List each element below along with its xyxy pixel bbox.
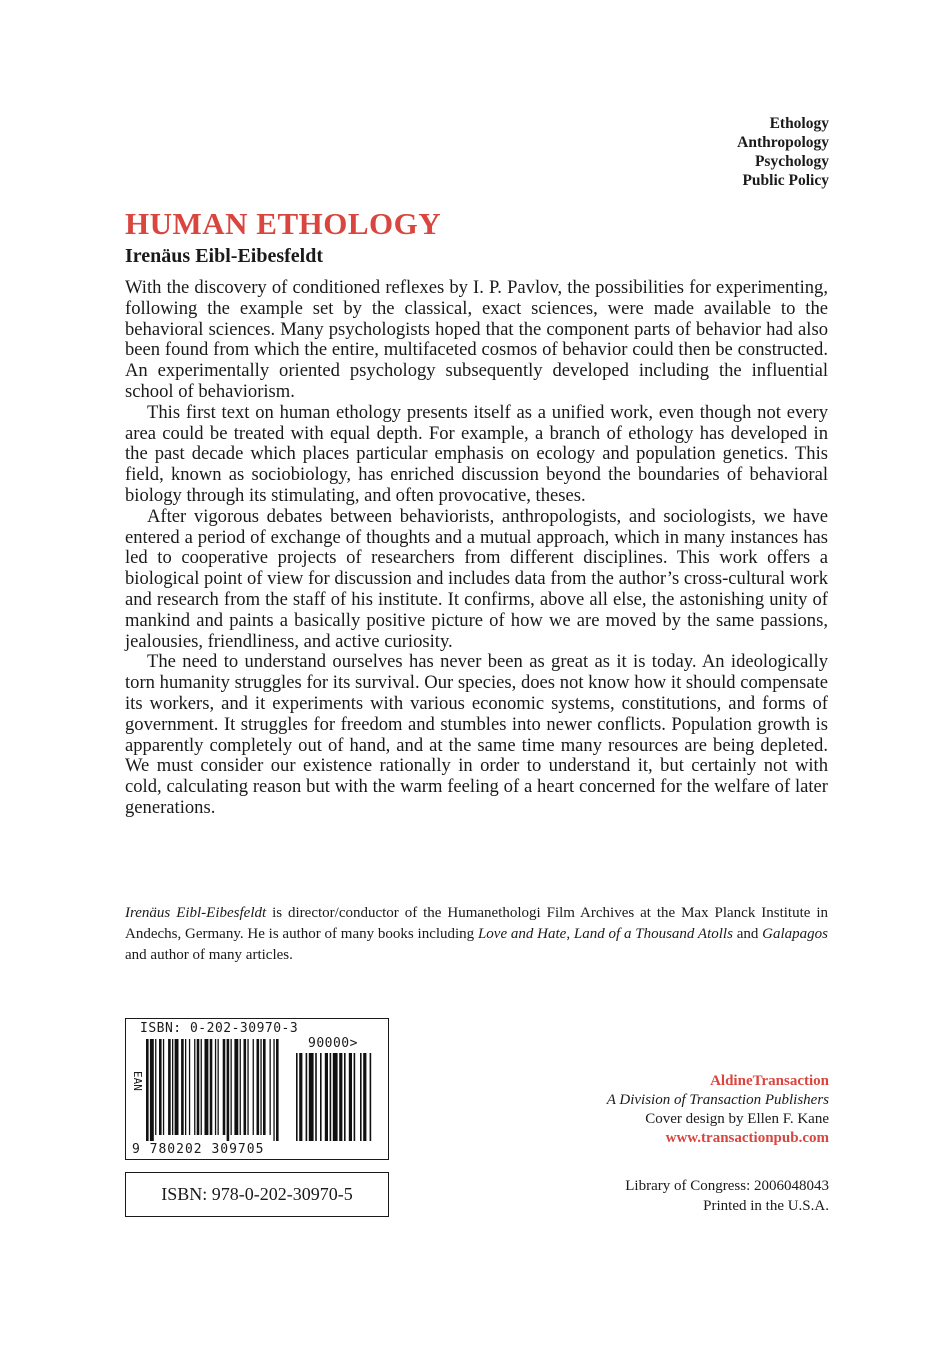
library-info [625,1176,829,1216]
barcode-bar [257,1039,260,1135]
barcode-bar [253,1039,254,1135]
bio-text: is director/conductor of the Humanethologi Film Archives at the Max Planck Institute in Andechs, Germany. He is author of many books including [125,905,828,942]
barcode-addon-bar [363,1053,366,1141]
barcode-bar [172,1039,173,1135]
barcode-bar [159,1039,162,1135]
isbn-label: ISBN: 978-0-202-30970-5 [161,1184,353,1204]
barcode-bar [240,1039,241,1135]
barcode-addon-bar [360,1053,362,1141]
library-of-congress: Library of Congress: 2006048043 [625,1178,829,1194]
barcode-bar [150,1039,154,1141]
barcode-addon-bar [333,1053,338,1141]
category-label: Ethology [769,115,829,132]
author-bio [125,903,828,966]
barcode-bar [189,1039,190,1135]
description [125,278,828,819]
barcode-addon-bar [354,1053,356,1141]
barcode-addon-bar [299,1053,302,1141]
bio-book-title: Land of a Thousand Atolls [573,926,733,942]
barcode-isbn-label: ISBN: 0-202-30970-3 [140,1021,299,1036]
barcode-addon-bar [344,1053,346,1141]
barcode-addon-bar [306,1053,308,1141]
barcode-bars [146,1039,386,1143]
barcode-addon-bar [330,1053,332,1141]
barcode-addon-bar [296,1053,298,1141]
book-title: HUMAN ETHOLOGY [125,206,442,241]
barcode-addon-digits: 90000> [308,1036,358,1051]
barcode-bar [270,1039,271,1135]
bio-author-name: Irenäus Eibl-Eibesfeldt [125,905,267,921]
barcode-bar [201,1039,202,1135]
barcode-bar [223,1039,226,1135]
barcode-bar [234,1039,238,1135]
barcode-bar [181,1039,184,1135]
publisher-division: A Division of Transaction Publishers [606,1092,829,1108]
publisher-info [607,1072,829,1148]
barcode-bar [263,1039,266,1135]
barcode-addon-bar [339,1053,342,1141]
barcode-bar [244,1039,247,1135]
barcode-bar [227,1039,230,1141]
cover-design-credit: Cover design by Ellen F. Kane [645,1111,829,1127]
barcode-bar [185,1039,186,1135]
barcode-bar [175,1039,179,1135]
isbn-box [125,1172,389,1217]
barcode-bar [247,1039,248,1135]
barcode-bar [163,1039,164,1135]
description-paragraph: With the discovery of conditioned reflexes by I. P. Pavlov, the possibilities for experimenting, following the example set by the classical, exact sciences, were made available to the behavioral sciences. Many psychologists hoped that the component parts of behavior had also been found from which the entire, multifaceted cosmos of behavior could then be constructed. An experimentally oriented psychology subsequently developed including the influential school of behaviorism. [125,277,828,402]
barcode-bar [260,1039,261,1135]
barcode-bar [231,1039,232,1135]
barcode-bar [205,1039,209,1135]
barcode-addon-bar [320,1053,322,1141]
barcode-addon-bar [370,1053,372,1141]
publisher-url[interactable]: www.transactionpub.com [665,1130,829,1146]
category-label: Public Policy [742,172,829,189]
barcode-bar [146,1039,149,1141]
category-label: Anthropology [737,134,829,151]
barcode-bar [215,1039,216,1135]
description-paragraph: This first text on human ethology presents itself as a unified work, even though not every area could be treated with equal depth. For example, a branch of ethology has developed in the past decade which places particular emphasis on ecology and population genetics. This field, known as sociobiology, has enriched discussion beyond the boundaries of behavioral biology through its stimulating, and often provocative, theses. [125,401,828,506]
book-author: Irenäus Eibl-Eibesfeldt [125,245,323,267]
barcode-bar [194,1039,195,1135]
description-paragraph: After vigorous debates between behaviorists, anthropologists, and sociologists, we have entered a period of exchange of thoughts and a mutual approach, which in many instances has led to cooperative projects of researchers from different disciplines. This work offers a biological point of view for discussion and includes data from the author’s cross-cultural work and research from the staff of his institute. It confirms, above all else, the astonishing unity of mankind and paints a basically positive picture of how we are moved by the same passions, jealousies, friendliness, and active curiosity. [125,505,828,652]
barcode-digits: 9 780202 309705 [132,1142,265,1157]
bio-book-title: Love and Hate [477,926,567,942]
description-paragraph: The need to understand ourselves has never been as great as it is today. An ideologically torn humanity struggles for its survival. Our species, does not know how it should compensate its workers, and it experiments with various economic systems, constitutions, and forms of government. It struggles for freedom and stumbles into newer conflicts. Population growth is apparently completely out of hand, and at the same time many resources are being depleted. We must consider our existence rationally in order to understand it, but certainly not with cold, calculating reason but with the warm feeling of a heart concerned for the welfare of later generations. [125,651,828,818]
bio-text: and author of many articles. [125,947,293,963]
barcode-bar [168,1039,171,1135]
subject-categories [737,114,829,190]
barcode-ean-label: EAN [131,1071,144,1091]
barcode-bar [197,1039,200,1135]
printed-in: Printed in the U.S.A. [703,1198,829,1214]
bio-book-title: Galapagos [762,926,828,942]
barcode-bar [273,1039,274,1141]
barcode-bar [276,1039,279,1141]
publisher-name: AldineTransaction [710,1073,829,1089]
barcode-addon-bar [309,1053,314,1141]
barcode-bar [218,1039,219,1135]
barcode [125,1018,389,1160]
category-label: Psychology [754,153,829,170]
barcode-bar [155,1039,156,1135]
barcode-bar [210,1039,213,1135]
barcode-addon-bar [325,1053,328,1141]
bio-separator: and [732,926,763,942]
bio-separator: , [566,926,574,942]
barcode-addon-bar [349,1053,352,1141]
barcode-addon-bar [315,1053,317,1141]
